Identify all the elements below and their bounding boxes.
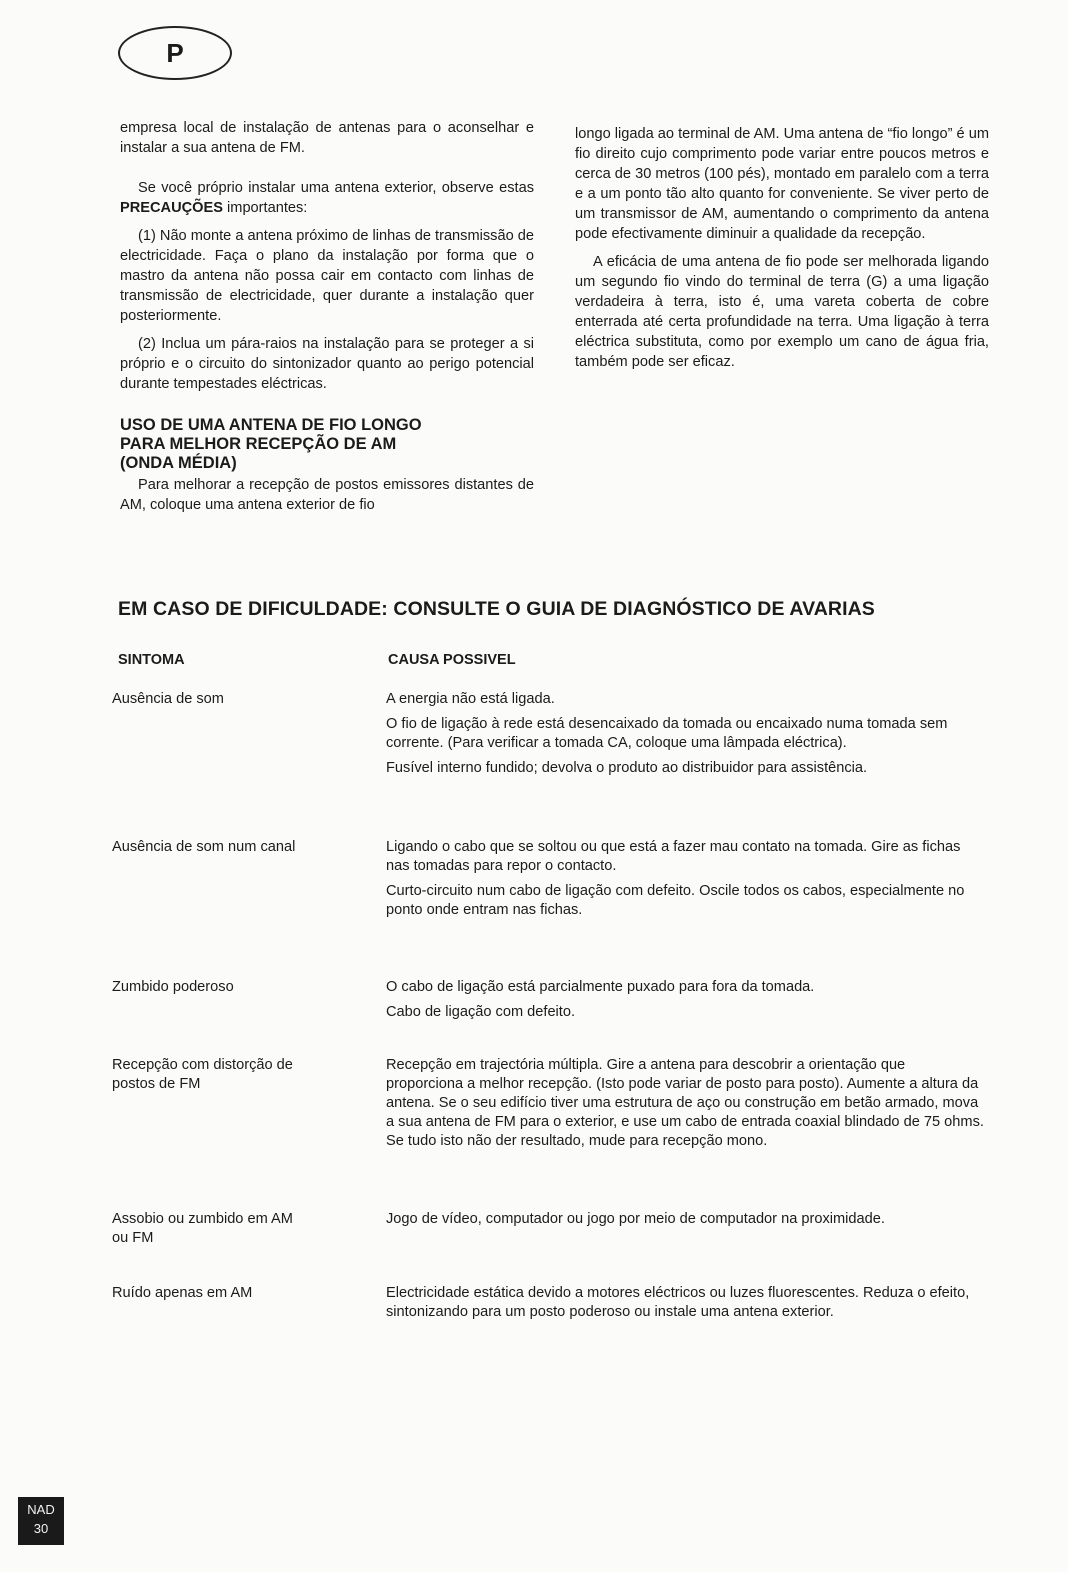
symptom: Ausência de som num canal: [112, 839, 296, 855]
paragraph: empresa local de instalação de antenas para o aconselhar e instalar a sua antena de FM.: [120, 120, 534, 156]
cause: Fusível interno fundido; devolva o produto ao distribuidor para assistência.: [386, 760, 868, 776]
causes: [386, 1284, 986, 1328]
causes: [386, 978, 986, 1028]
symptom: Recepção com distorção de postos de FM: [112, 1057, 293, 1092]
page-number: 30: [33, 1521, 49, 1536]
paragraph: longo ligada ao terminal de AM. Uma antena de “fio longo” é um fio direito cujo comprimento pode variar entre poucos metros e cerca de 30 metros (100 pés), montado em paralelo com a terra e a um ponto tão alto quanto for conveniente. Se viver perto de um transmissor de AM, aumentando o comprimento da antena pode efectivamente diminuir a qualidade da recepção.: [575, 126, 989, 242]
cause: Electricidade estática devido a motores eléctricos ou luzes fluorescentes. Reduza o efeito, sintonizando para um posto poderoso ou instale uma antena exterior.: [386, 1285, 970, 1320]
symptom-column-header: SINTOMA: [118, 652, 185, 668]
paragraph: (1) Não monte a antena próximo de linhas de transmissão de electricidade. Faça o plano da instalação por forma que o mastro da antena não possa cair em contacto com linhas de transmissão de electricidade, quer durante a instalação quer posteriormente.: [120, 228, 534, 324]
symptom: Assobio ou zumbido em AM ou FM: [112, 1211, 293, 1246]
cause: O cabo de ligação está parcialmente puxado para fora da tomada.: [386, 979, 815, 995]
right-column: [575, 124, 989, 380]
symptom: Ruído apenas em AM: [112, 1285, 253, 1301]
causes: [386, 1056, 986, 1157]
cause: Cabo de ligação com defeito.: [386, 1004, 576, 1020]
left-column: [120, 118, 534, 523]
cause-column-header: CAUSA POSSIVEL: [388, 652, 516, 668]
page-footer: [18, 1497, 64, 1545]
paragraph: (2) Inclua um pára-raios na instalação para se proteger a si próprio e o circuito do sintonizador quanto ao perigo potencial durante tempestades eléctricas.: [120, 336, 534, 392]
cause: A energia não está ligada.: [386, 691, 555, 707]
symptom: Ausência de som: [112, 691, 224, 707]
paragraph: Para melhorar a recepção de postos emissores distantes de AM, coloque uma antena exterior de fio: [120, 477, 534, 513]
symptom: Zumbido poderoso: [112, 979, 234, 995]
troubleshooting-heading: EM CASO DE DIFICULDADE: CONSULTE O GUIA DE DIAGNÓSTICO DE AVARIAS: [118, 598, 875, 620]
cause: O fio de ligação à rede está desencaixado da tomada ou encaixado numa tomada sem corrente. (Para verificar a tomada CA, coloque uma lâmpada eléctrica).: [386, 716, 948, 751]
section-heading: USO DE UMA ANTENA DE FIO LONGO PARA MELHOR RECEPÇÃO DE AM (ONDA MÉDIA): [120, 416, 422, 472]
cause: Ligando o cabo que se soltou ou que está a fazer mau contato na tomada. Gire as fichas nas tomadas para repor o contacto.: [386, 839, 961, 874]
paragraph: A eficácia de uma antena de fio pode ser melhorada ligando um segundo fio vindo do terminal de terra (G) a uma ligação verdadeira à terra, isto é, uma vareta coberta de cobre enterrada até certa profundidade na terra. Uma ligação à terra eléctrica substituta, como por exemplo um cano de água fria, também pode ser eficaz.: [575, 254, 989, 370]
cause: Recepção em trajectória múltipla. Gire a antena para descobrir a orientação que proporciona a melhor recepção. (Isto pode variar de posto para posto). Aumente a altura da antena. Se o seu edifício tiver uma estrutura de aço ou construção em betão armado, mova a sua antena de FM para o exterior, e use um cabo de entrada coaxial blindado de 75 ohms. Se tudo isto não der resultado, mude para recepção mono.: [386, 1057, 984, 1149]
paragraph: Se você próprio instalar uma antena exterior, observe estas PRECAUÇÕES importantes:: [120, 180, 534, 216]
language-badge: P: [118, 26, 232, 80]
cause: Jogo de vídeo, computador ou jogo por meio de computador na proximidade.: [386, 1211, 885, 1227]
causes: [386, 1210, 986, 1235]
causes: [386, 690, 986, 784]
causes: [386, 838, 986, 926]
cause: Curto-circuito num cabo de ligação com defeito. Oscile todos os cabos, especialmente no ponto onde entram nas fichas.: [386, 883, 965, 918]
brand-label: NAD: [27, 1502, 55, 1517]
